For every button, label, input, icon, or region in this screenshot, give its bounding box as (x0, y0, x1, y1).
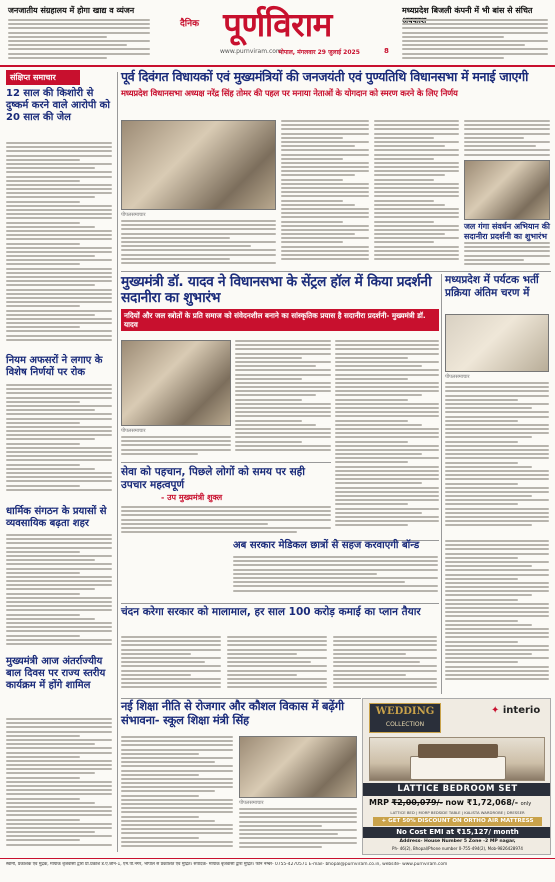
ad-price-row (369, 798, 547, 807)
ad-badge-sub: COLLECTION (385, 721, 425, 728)
story2-body-col1 (121, 436, 231, 458)
masthead (0, 0, 555, 70)
ad-brand (491, 705, 540, 716)
story-sandalwood (121, 606, 439, 696)
story2-photo-credit: पीपलसमाचार (121, 428, 146, 434)
top-left-brief (8, 6, 150, 66)
story2-quote-byline: - उप मुख्यमंत्री शुक्ल (161, 493, 223, 502)
dateline: भोपाल, मंगलवार 29 जुलाई 2025 (278, 49, 360, 56)
story2-body-col3 (335, 340, 439, 538)
ad-phone: Ph- 46(2), Bhopal/Phone number 0-755-494(2), Mob-9826428974 (392, 846, 523, 851)
ad-product-name: LATTICE BEDROOM SET (363, 783, 551, 796)
ad-mrp-only: only (520, 801, 532, 807)
side-box-body-top (464, 120, 550, 160)
story4-headline: अब सरकार मेडिकल छात्रों से सहज करवाएगी बॉन्ड (233, 540, 420, 551)
logo: पूर्णविराम (223, 5, 332, 44)
sidebar-item1-body (6, 142, 112, 350)
story3-body-lower (445, 540, 549, 692)
story6-headline: नई शिक्षा नीति से रोजगार और कौशल विकास में बढ़ेंगी संभावना- स्कूल शिक्षा मंत्री सिंह (121, 699, 344, 727)
lead-headline: पूर्व दिवंगत विधायकों एवं मुख्यमंत्रियों की जनजयंती एवं पुण्यतिथि विधानसभा में मनाई जाएगी (121, 69, 529, 84)
top-right-body (402, 19, 548, 65)
ad-bedroom-photo (369, 737, 545, 781)
story5-body-col1 (121, 636, 221, 694)
footer-imprint: स्वामी, प्रकाशक एवं मुद्रक, मायांक बृजवासी द्वारा प्रो.प्रकाश ड.ए.जोन-1, एम.पी.नगर, भोपाल से प्रकाशित एवं मुद्रित। संपादक- मायांक बृजवासी द्वारा मुद्रित। फोन नम्बर- 0755-4270571 E-mail- bhopal@purnviram.co.in, website- www.purnviram.com (6, 862, 448, 867)
story3-photo-credit: पीपलसमाचार (445, 374, 470, 380)
sidebar-item3-body (6, 534, 112, 652)
ad-bed-shape (410, 756, 506, 780)
story2-subheadline: नदियों और जल स्त्रोतों के प्रति समाज को संवेदनशील बनाने का सांस्कृतिक प्रयास है सदानीरा प्रदर्शनी- मुख्यमंत्री डॉ. यादव (121, 309, 439, 331)
sidebar-item4-headline: मुख्यमंत्री आज अंतर्राज्यीय बाल दिवस पर राज्य स्तरीय कार्यक्रम में होंगे शामिल (6, 656, 106, 691)
sidebar-item3-headline: धार्मिक संगठन के प्रयासों से व्यवसायिक बढ़ता शहर (6, 506, 107, 529)
side-box-photo (464, 160, 550, 220)
story3-photo (445, 314, 549, 372)
story-sadanira (121, 274, 439, 539)
story2-body-col2 (235, 340, 331, 458)
lead-body-col1 (121, 220, 276, 268)
ad-headboard-shape (418, 744, 498, 758)
lead-photo (121, 120, 276, 210)
ad-components: LATTICE BED | MORP BEDSIDE TABLE | KALISTA WARDROBE | DRESSER (390, 810, 525, 815)
footer-rule (0, 858, 555, 859)
lead-photo-credit: पीपलसमाचार (121, 212, 146, 218)
story6-body-col2 (239, 808, 357, 854)
story5-headline: चंदन करेगा सरकार को मालामाल, हर साल 100 करोड़ कमाई का प्लान तैयार (121, 606, 421, 618)
website: www.purnviram.com (220, 48, 282, 55)
ad-brand-name: interio (502, 705, 541, 716)
quote-divider (121, 462, 331, 463)
top-left-headline: जनजातीय संग्रहालय में होगा खाद्य व व्यंजन (8, 6, 135, 15)
logo-block (160, 2, 395, 62)
interio-ad[interactable] (362, 698, 551, 855)
logo-prefix: दैनिक (180, 19, 200, 29)
lead-divider (121, 271, 551, 272)
story5-body-col3 (333, 636, 437, 694)
sidebar-item4-body (6, 718, 112, 852)
story4-body (233, 556, 438, 596)
sidebar-item2-body (6, 384, 112, 496)
lead-subheadline: मध्यप्रदेश विधानसभा अध्यक्ष नरेंद्र सिंह तोमर की पहल पर मनाया नेताओं के योगदान को स्मरण करने के लिए निर्णय (121, 88, 458, 98)
story2-quote-headline: सेवा को पहचान, पिछले लोगों को समय पर सही उपचार महत्वपूर्ण (121, 466, 305, 491)
ad-mrp-new: now ₹1,72,068/- (445, 798, 519, 807)
story4-block (233, 540, 438, 600)
ad-badge-title: WEDDING (375, 706, 435, 717)
top-left-body (8, 19, 150, 65)
story3-headline: मध्यप्रदेश में पर्यटक भर्ती प्रक्रिया अंतिम चरण में (445, 274, 539, 299)
ad-emi: No Cost EMI at ₹15,127/ month (363, 827, 551, 838)
side-box-headline: जल गंगा संवर्धन अभियान की सदानीरा प्रदर्शनी का शुभारंभ (464, 222, 550, 241)
sidebar-tag: संक्षिप्त समाचार (6, 70, 80, 85)
ad-mrp-label: MRP (369, 798, 389, 807)
side-box-body (464, 242, 550, 268)
ad-offer: + GET 50% DISCOUNT ON ORTHO AIR MATTRESS (373, 817, 542, 826)
sidebar-divider (117, 72, 118, 852)
story-education (121, 700, 359, 855)
brand-mark-icon: ✦ (491, 705, 500, 716)
story6-photo-credit: पीपलसमाचार (239, 800, 264, 806)
sidebar-item2-headline: नियम अफसरों ने लगाए के विशेष निर्णयों पर रोक (6, 355, 103, 378)
story2-headline: मुख्यमंत्री डॉ. यादव ने विधानसभा के सेंट्रल हॉल में किया प्रदर्शनी सदानीरा का शुभारंभ (121, 274, 432, 306)
ad-wedding-badge (369, 703, 441, 733)
story5-divider (121, 603, 439, 604)
masthead-rule (0, 65, 555, 67)
left-sidebar (6, 70, 114, 855)
top-right-brief (402, 6, 548, 66)
story2-photo (121, 340, 231, 426)
story-tourism (445, 274, 551, 539)
page-number: 8 (384, 47, 389, 55)
top-right-headline: मध्यप्रदेश बिजली कंपनी में भी बांस से संचित (402, 6, 533, 15)
lead-body-col2 (281, 120, 369, 268)
story6-photo (239, 736, 357, 798)
lead-body-col3 (374, 120, 459, 268)
ad-address: Address- House Number 5 Zone -2 MP nagar, (399, 839, 516, 844)
ad-mrp-old: ₹2,00,079/- (391, 798, 443, 807)
lead-story (121, 70, 551, 270)
story3-divider (441, 274, 442, 694)
sidebar-item1-headline: 12 साल की किशोरी से दुष्कर्म करने वाले आरोपी को 20 साल की जेल (6, 88, 110, 123)
story3-body (445, 382, 549, 538)
story5-body-col2 (227, 636, 327, 694)
story2-quote-body (121, 506, 331, 538)
story6-body-col1 (121, 736, 233, 854)
